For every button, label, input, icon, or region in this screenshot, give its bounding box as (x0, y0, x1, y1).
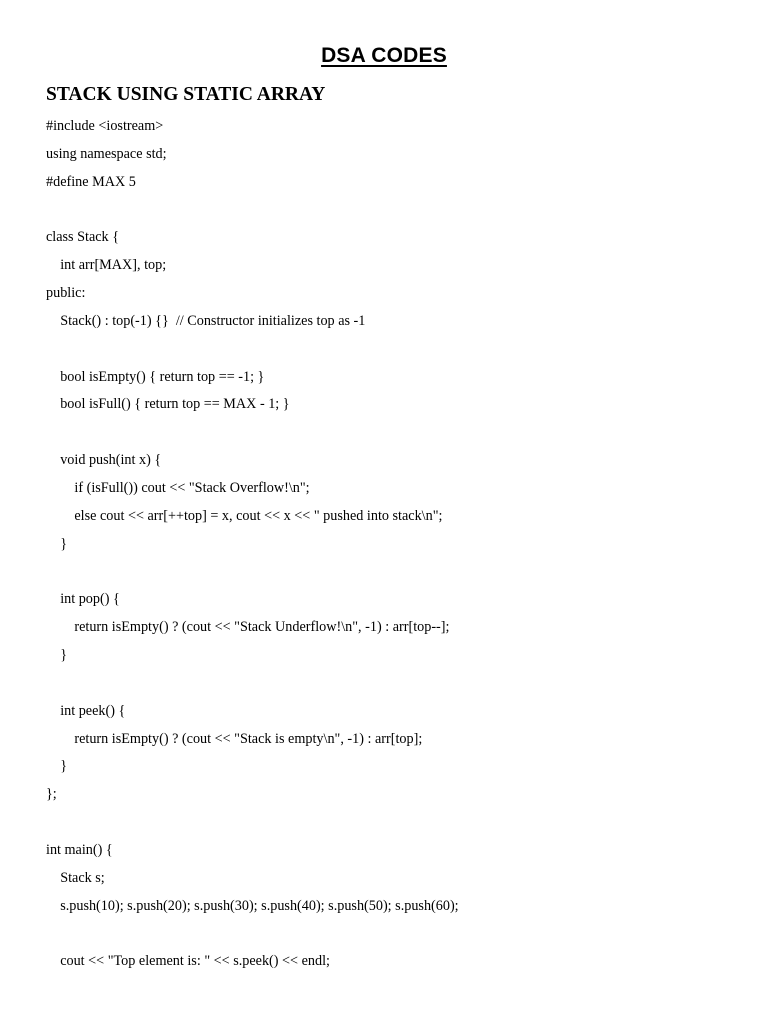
code-line (46, 559, 459, 587)
code-line: bool isFull() { return top == MAX - 1; } (46, 396, 290, 413)
code-line: int arr[MAX], top; (46, 257, 167, 274)
code-line: #define MAX 5 (46, 173, 136, 190)
code-line: s.push(10); s.push(20); s.push(30); s.push(40); s.push(50); s.push(60); (46, 897, 459, 914)
code-line: else cout << arr[++top] = x, cout << x << " pushed into stack\n"; (46, 507, 443, 524)
code-line: class Stack { (46, 229, 120, 246)
code-line: void push(int x) { (46, 452, 162, 469)
code-line (46, 336, 459, 364)
code-line: return isEmpty() ? (cout << "Stack Underflow!\n", -1) : arr[top--]; (46, 619, 450, 636)
code-line: } (46, 758, 67, 775)
section-heading: STACK USING STATIC ARRAY (46, 84, 326, 105)
code-line: #include <iostream> (46, 118, 164, 134)
code-line: int main() { (46, 841, 113, 858)
code-line: } (46, 535, 67, 552)
code-line: using namespace std; (46, 145, 167, 162)
code-line (46, 920, 459, 948)
code-line: Stack() : top(-1) {} // Constructor initializes top as -1 (46, 312, 366, 329)
code-line: if (isFull()) cout << "Stack Overflow!\n"; (46, 479, 310, 496)
code-line: return isEmpty() ? (cout << "Stack is empty\n", -1) : arr[top]; (46, 730, 423, 747)
code-line: } (46, 647, 67, 664)
code-line: int pop() { (46, 591, 120, 608)
code-line: int peek() { (46, 702, 126, 719)
code-line (46, 670, 459, 698)
code-line: Stack s; (46, 869, 105, 886)
code-block (46, 113, 459, 976)
code-line (46, 197, 459, 225)
code-line: bool isEmpty() { return top == -1; } (46, 368, 265, 385)
code-line: }; (46, 786, 57, 803)
document-title: DSA CODES (321, 44, 447, 67)
code-line (46, 419, 459, 447)
code-line: cout << "Top element is: " << s.peek() << endl; (46, 953, 330, 970)
code-line (46, 809, 459, 837)
code-line: public: (46, 285, 86, 302)
